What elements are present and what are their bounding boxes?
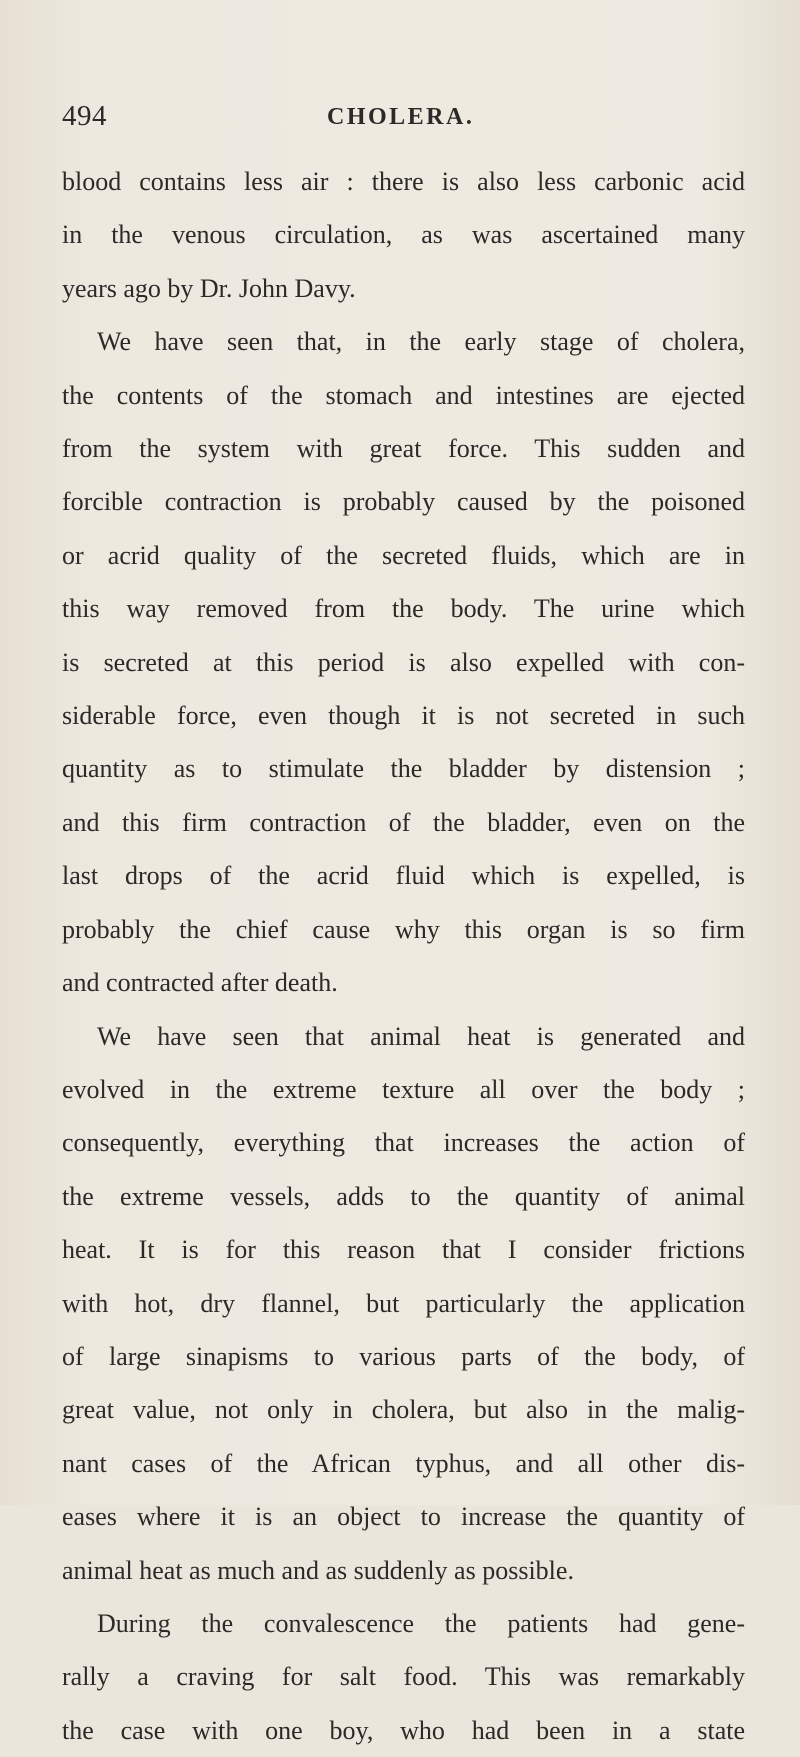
text-line: great value, not only in cholera, but also in the malig- (62, 1395, 745, 1425)
text-line: from the system with great force. This sudden and (62, 434, 745, 464)
text-line: eases where it is an object to increase the quantity of (62, 1502, 745, 1532)
text-line: or acrid quality of the secreted fluids, which are in (62, 540, 745, 570)
text-line: forcible contraction is probably caused by the poisoned (62, 487, 745, 517)
text-line: the contents of the stomach and intestines are ejected (62, 380, 745, 410)
running-title: CHOLERA. (327, 104, 475, 130)
text-line: heat. It is for this reason that I consider frictions (62, 1235, 745, 1265)
body-text (62, 155, 745, 1757)
text-line: We have seen that, in the early stage of cholera, (97, 327, 745, 357)
text-line: blood contains less air : there is also less carbonic acid (62, 167, 745, 196)
text-line: with hot, dry flannel, but particularly the application (62, 1288, 745, 1318)
text-line: and this firm contraction of the bladder, even on the (62, 807, 745, 837)
text-line: the case with one boy, who had been in a state (62, 1715, 745, 1745)
text-line: consequently, everything that increases the action of (62, 1128, 745, 1158)
text-line: of large sinapisms to various parts of the body, of (62, 1341, 745, 1371)
text-line: quantity as to stimulate the bladder by distension ; (62, 754, 745, 784)
text-line: nant cases of the African typhus, and all other dis- (62, 1448, 745, 1478)
text-line: the extreme vessels, adds to the quantity of animal (62, 1181, 745, 1211)
running-head (62, 0, 745, 150)
text-line: is secreted at this period is also expelled with con- (62, 647, 745, 677)
text-line: evolved in the extreme texture all over the body ; (62, 1074, 745, 1104)
text-line: animal heat as much and as suddenly as possible. (62, 1555, 574, 1585)
text-line: years ago by Dr. John Davy. (62, 273, 356, 303)
text-line: in the venous circulation, as was ascertained many (62, 220, 745, 250)
text-line: last drops of the acrid fluid which is expelled, is (62, 861, 745, 891)
text-line: We have seen that animal heat is generated and (97, 1021, 745, 1051)
page-number: 494 (62, 100, 107, 132)
text-line: and contracted after death. (62, 968, 338, 998)
text-line: During the convalescence the patients had gene- (97, 1608, 745, 1638)
text-line: rally a craving for salt food. This was remarkably (62, 1662, 745, 1692)
text-line: siderable force, even though it is not secreted in such (62, 701, 745, 731)
text-line: this way removed from the body. The urine which (62, 594, 745, 624)
text-line: probably the chief cause why this organ is so firm (62, 914, 745, 944)
